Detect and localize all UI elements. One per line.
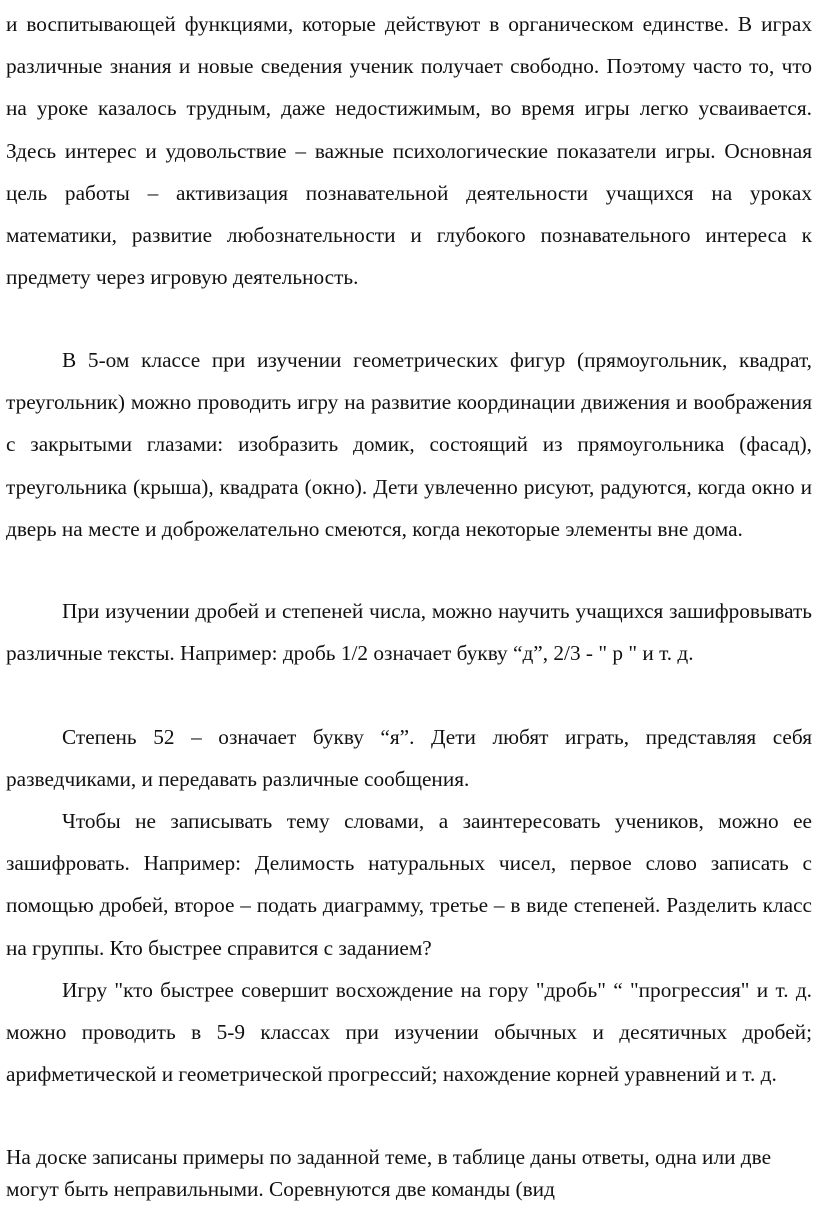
paragraph-fractions-cipher: При изучении дробей и степеней числа, можно научить учащихся зашифровывать различные тексты. Например: дробь 1/2 означает букву “д”, 2/3 - " р " и т. д. [6,599,812,666]
paragraph-geometry-game: В 5-ом классе при изучении геометрических фигур (прямоугольник, квадрат, треугольник) можно проводить игру на развитие координации движения и воображения с закрытыми глазами: изобразить домик, состоящий из прямоугольника (фасад), треугольника (крыша), квадрата (окно). Дети увлеченно рисуют, радуются, когда окно и дверь на месте и доброжелательно смеются, когда некоторые элементы вне дома. [6,348,812,541]
paragraph-board-examples: На доске записаны примеры по заданной теме, в таблице даны ответы, одна или две могут быть неправильными. Соревнуются две команды (вид [6,1145,772,1201]
paragraph-encrypt-topic: Чтобы не записывать тему словами, а заинтересовать учеников, можно ее зашифровать. Например: Делимость натуральных чисел, первое слово записать с помощью дробей, второе – подать диаграмму, третье – в виде степеней. Разделить класс на группы. Кто быстрее справится с заданием? [6,809,812,960]
paragraph-climb-game: Игру "кто быстрее совершит восхождение на гору "дробь" “ "прогрессия" и т. д. можно проводить в 5-9 классах при изучении обычных и десятичных дробей; арифметической и геометрической прогрессий; нахождение корней уравнений и т. д. [6,978,812,1087]
paragraph-power-letter: Степень 52 – означает букву “я”. Дети любят играть, представляя себя разведчиками, и передавать различные сообщения. [6,725,812,792]
paragraph-game-functions: и воспитывающей функциями, которые действуют в органическом единстве. В играх различные знания и новые сведения ученик получает свободно. Поэтому часто то, что на уроке казалось трудным, даже недостижимым, во время игры легко усваивается. Здесь интерес и удовольствие – важные психологические показатели игры. Основная цель работы – активизация познавательной деятельности учащихся на уроках математики, развитие любознательности и глубокого познавательного интереса к предмету через игровую деятельность. [6,12,812,290]
